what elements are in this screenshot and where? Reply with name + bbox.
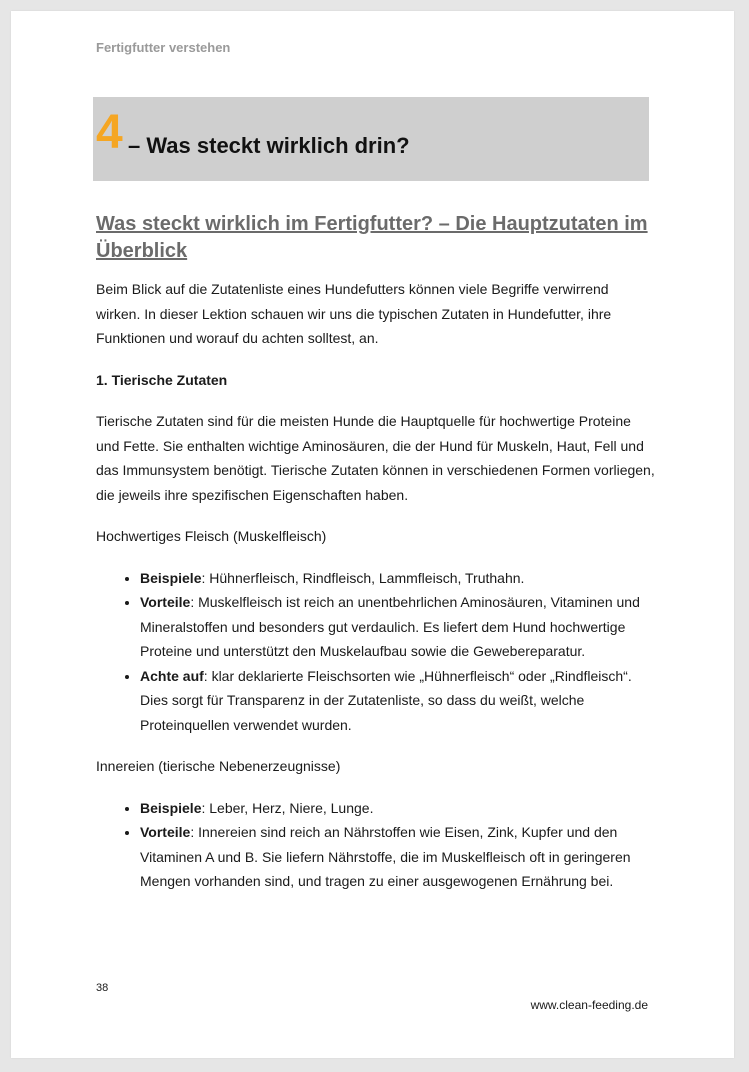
list-item xyxy=(140,590,656,664)
item-label: Beispiele xyxy=(140,569,202,586)
list-item xyxy=(140,796,656,821)
intro-paragraph: Beim Blick auf die Zutatenliste eines Hundefutters können viele Begriffe verwirrend wirken. In dieser Lektion schauen wir uns die typischen Zutaten in Hundefutter, ihre Funktionen und worauf du achten solltest, an. xyxy=(96,281,612,346)
item-text: : Hühnerfleisch, Rindfleisch, Lammfleisch, Truthahn. xyxy=(201,569,525,586)
bullet-list xyxy=(96,566,656,738)
page-content xyxy=(96,211,656,911)
list-item xyxy=(140,820,656,894)
page-number: 38 xyxy=(96,982,109,994)
subsection-title: 1. Tierische Zutaten xyxy=(96,371,228,388)
item-text: : klar deklarierte Fleischsorten wie „Hühnerfleisch“ oder „Rindfleisch“. Dies sorgt für Transparenz in der Zutatenliste, so dass du weißt, welche Proteinquellen verwendet wurden. xyxy=(140,667,632,733)
item-label: Beispiele xyxy=(140,799,202,816)
item-text: : Muskelfleisch ist reich an unentbehrlichen Aminosäuren, Vitaminen und Mineralstoffen und besonders gut verdaulich. Es liefert dem Hund hochwertige Proteine und unterstützt den Muskelaufbau sowie die Gewebereparatur. xyxy=(140,594,640,659)
chapter-number: 4 xyxy=(96,106,123,159)
chapter-title: – Was steckt wirklich drin? xyxy=(128,133,410,158)
running-header: Fertigfutter verstehen xyxy=(96,40,231,55)
item-text: : Leber, Herz, Niere, Lunge. xyxy=(201,799,374,816)
document-page xyxy=(11,11,734,1058)
section-heading: Was steckt wirklich im Fertigfutter? – Die Hauptzutaten im Überblick xyxy=(96,213,648,262)
chapter-banner xyxy=(93,97,649,181)
item-text: : Innereien sind reich an Nährstoffen wie Eisen, Zink, Kupfer und den Vitaminen A und B. Sie liefern Nährstoffe, die im Muskelfleisch oft in geringeren Mengen vorhanden sind, und tragen zu einer ausgewogenen Ernährung bei. xyxy=(140,824,631,889)
item-label: Vorteile xyxy=(140,824,191,840)
footer-url: www.clean-feeding.de xyxy=(530,998,648,1012)
list-item xyxy=(140,664,656,738)
bullet-list xyxy=(96,796,656,894)
group-title: Innereien (tierische Nebenerzeugnisse) xyxy=(96,758,341,774)
item-label: Vorteile xyxy=(140,594,191,610)
list-item xyxy=(140,566,656,591)
subsection-paragraph: Tierische Zutaten sind für die meisten Hunde die Hauptquelle für hochwertige Proteine und Fette. Sie enthalten wichtige Aminosäuren, die der Hund für Muskeln, Haut, Fell und das Immunsystem benötigt. Tierische Zutaten können in verschiedenen Formen vorliegen, die jeweils ihre spezifischen Eigenschaften haben. xyxy=(96,413,655,503)
group-title: Hochwertiges Fleisch (Muskelfleisch) xyxy=(96,528,327,544)
item-label: Achte auf xyxy=(140,667,204,684)
